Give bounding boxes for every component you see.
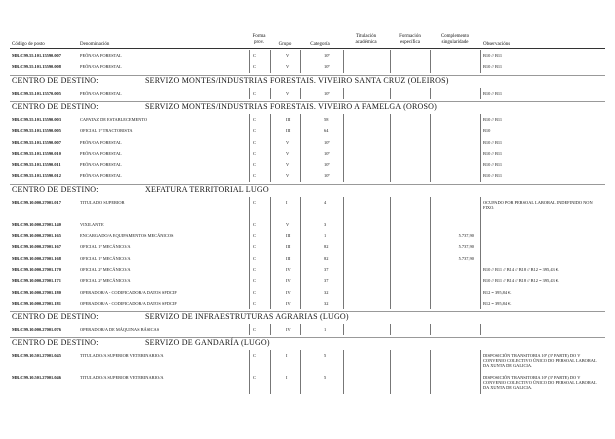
- column-divider: [270, 50, 271, 73]
- column-divider: [390, 350, 391, 394]
- column-divider: [270, 88, 271, 99]
- denominacion-cell: OFICIAL 2ª MECÁNICO/A: [80, 266, 131, 272]
- centro-name: XEFATURA TERRITORIAL LUGO: [145, 184, 269, 194]
- code-cell: MR.C99.10.000.27001.167: [12, 244, 61, 250]
- forma-prov-cell: C: [253, 139, 256, 145]
- centro-label: CENTRO DE DESTINO:: [12, 184, 99, 194]
- table-row: [0, 137, 615, 148]
- column-divider: [390, 88, 391, 99]
- denominacion-cell: PEÓN/OA FORESTAL: [80, 173, 122, 179]
- column-divider: [390, 197, 391, 309]
- grupo-cell: V: [286, 221, 290, 227]
- forma-prov-cell: C: [253, 64, 256, 70]
- table-row: [0, 372, 615, 394]
- code-cell: MR.C99.10.000.27001.171: [12, 278, 61, 284]
- categoria-cell: 1: [324, 233, 327, 238]
- column-divider: [390, 324, 391, 335]
- categoria-cell: 3: [324, 221, 327, 227]
- column-divider: [480, 88, 481, 99]
- forma-prov-cell: C: [253, 116, 256, 122]
- column-divider: [430, 324, 431, 335]
- categoria-cell: 10º: [324, 162, 330, 168]
- grupo-cell: III: [286, 244, 291, 250]
- table-row: [0, 241, 615, 252]
- denominacion-cell: TITULADO/A SUPERIOR VETERINARIO/A: [80, 375, 164, 381]
- code-cell: MR.C99.55.101.15590.003: [12, 116, 61, 122]
- forma-prov-cell: C: [253, 300, 256, 306]
- column-divider: [390, 50, 391, 73]
- grupo-cell: V: [286, 90, 290, 96]
- forma-prov-cell: C: [253, 162, 256, 168]
- forma-prov-cell: C: [253, 128, 256, 134]
- code-cell: MR.C99.10.000.27001.165: [12, 233, 61, 238]
- centro-destino-heading: [12, 101, 612, 113]
- column-divider: [249, 114, 250, 182]
- grupo-cell: I: [286, 353, 288, 359]
- forma-prov-cell: C: [253, 353, 256, 359]
- grupo-cell: I: [286, 375, 288, 381]
- categoria-cell: 10º: [324, 90, 330, 96]
- column-divider: [249, 197, 250, 309]
- code-cell: MR.C99.55.101.15590.011: [12, 162, 61, 168]
- grupo-cell: IV: [286, 278, 291, 284]
- column-divider: [300, 50, 301, 73]
- categoria-cell: 82: [324, 255, 329, 261]
- complemento-cell: 5.737,90: [458, 255, 474, 261]
- grupo-cell: IV: [286, 289, 291, 295]
- column-divider: [343, 197, 344, 309]
- table-header: [0, 0, 615, 50]
- observacions-cell: B10 // B11: [483, 116, 503, 122]
- column-divider: [343, 350, 344, 394]
- header-observacions: Observacións: [483, 42, 511, 47]
- column-divider: [390, 114, 391, 182]
- denominacion-cell: PEÓN/OA FORESTAL: [80, 150, 122, 156]
- grupo-cell: III: [286, 128, 291, 134]
- column-divider: [300, 197, 301, 309]
- code-cell: MR.C99.55.101.15570.005: [12, 90, 61, 96]
- centro-label: CENTRO DE DESTINO:: [12, 75, 99, 85]
- forma-prov-cell: C: [253, 221, 256, 227]
- centro-name: SERVIZO MONTES/INDUSTRIAS FORESTAIS. VIVEIRO A FAMELGA (OROSO): [145, 101, 437, 111]
- column-divider: [270, 114, 271, 182]
- table-row: [0, 197, 615, 219]
- centro-name: SERVIZO DE GANDARÍA (LUGO): [145, 338, 270, 348]
- header-divider: [10, 48, 605, 49]
- forma-prov-cell: C: [253, 173, 256, 179]
- column-divider: [430, 197, 431, 309]
- forma-prov-cell: C: [253, 244, 256, 250]
- denominacion-cell: OFICIAL 1ª TRACTORISTA: [80, 128, 133, 134]
- observacions-cell: B10 // B11: [483, 150, 503, 156]
- denominacion-cell: PEÓN/OA FORESTAL: [80, 64, 122, 70]
- column-divider: [249, 324, 250, 335]
- grupo-cell: V: [286, 139, 290, 145]
- column-divider: [430, 350, 431, 394]
- grupo-cell: V: [286, 64, 290, 70]
- grupo-cell: III: [286, 255, 291, 261]
- centro-label: CENTRO DE DESTINO:: [12, 312, 99, 322]
- column-divider: [343, 50, 344, 73]
- observacions-cell: B10: [483, 128, 491, 134]
- observacions-cell: B10 // B11: [483, 64, 503, 70]
- denominacion-cell: TITULADO/A SUPERIOR VETERINARIO/A: [80, 353, 164, 359]
- header-grupo: Grupo: [278, 42, 292, 47]
- categoria-cell: 5: [324, 375, 327, 381]
- column-divider: [480, 350, 481, 394]
- centro-label: CENTRO DE DESTINO:: [12, 101, 99, 111]
- forma-prov-cell: C: [253, 375, 256, 381]
- categoria-cell: 10º: [324, 53, 330, 58]
- forma-prov-cell: C: [253, 233, 256, 238]
- centro-label: CENTRO DE DESTINO:: [12, 338, 99, 348]
- code-cell: MR.C99.10.000.27001.017: [12, 199, 61, 205]
- categoria-cell: 10º: [324, 64, 330, 70]
- denominacion-cell: OFICIAL 2ª MECÁNICO/A: [80, 278, 131, 284]
- code-cell: MR.C99.10.000.27001.076: [12, 327, 61, 333]
- centro-name: SERVIZO DE INFRAESTRUTURAS AGRARIAS (LUGO): [145, 312, 349, 322]
- column-divider: [480, 50, 481, 73]
- denominacion-cell: PEÓN/OA FORESTAL: [80, 162, 122, 168]
- denominacion-cell: OPERADOR/A - CODIFICADOR/A DATOS SFDCIF: [80, 300, 177, 306]
- column-divider: [300, 350, 301, 394]
- observacions-cell: B12 = 395,84 €.: [483, 300, 512, 306]
- categoria-cell: 10º: [324, 173, 330, 179]
- forma-prov-cell: C: [253, 90, 256, 96]
- table-row: [0, 114, 615, 125]
- categoria-cell: 10º: [324, 150, 330, 156]
- header-codigo: Código de posto: [12, 42, 45, 47]
- forma-prov-cell: C: [253, 327, 256, 333]
- denominacion-cell: PEÓN/OA FORESTAL: [80, 90, 122, 96]
- grupo-cell: III: [286, 116, 291, 122]
- code-cell: MR.C99.10.000.27001.140: [12, 221, 61, 227]
- observacions-cell: DISPOSICIÓN TRANSITORIA 10ª (3ª PARTE) DO V CONVENIO COLECTIVO ÚNICO DO PERSOAL LABORAL DA XUNTA DE GALICIA.: [483, 353, 597, 369]
- column-divider: [430, 50, 431, 73]
- table-row: [0, 125, 615, 136]
- denominacion-cell: OPERADOR/A - CODIFICADOR/A DATOS SFDCIF: [80, 289, 177, 295]
- column-divider: [480, 114, 481, 182]
- table-row: [0, 159, 615, 170]
- categoria-cell: 64: [324, 128, 329, 134]
- grupo-cell: III: [286, 233, 291, 238]
- column-divider: [249, 350, 250, 394]
- grupo-cell: I: [286, 199, 288, 205]
- forma-prov-cell: C: [253, 255, 256, 261]
- centro-destino-heading: [12, 184, 612, 196]
- categoria-cell: 37: [324, 266, 329, 272]
- column-divider: [430, 88, 431, 99]
- column-divider: [430, 114, 431, 182]
- categoria-cell: 5: [324, 353, 327, 359]
- table-row: [0, 264, 615, 275]
- categoria-cell: 32: [324, 300, 329, 306]
- code-cell: MR.C99.55.101.15590.007: [12, 139, 61, 145]
- header-complemento: Complemento singularidade: [440, 34, 470, 45]
- table-row: [0, 88, 615, 99]
- denominacion-cell: OFICIAL 1ª MECÁNICO/A: [80, 255, 131, 261]
- forma-prov-cell: C: [253, 278, 256, 284]
- column-divider: [270, 350, 271, 394]
- forma-prov-cell: C: [253, 150, 256, 156]
- denominacion-cell: ENCARGADO/A EQUIPAMENTOS MECÁNICOS: [80, 233, 174, 238]
- table-row: [0, 324, 615, 335]
- denominacion-cell: PEÓN/OA FORESTAL: [80, 53, 122, 58]
- forma-prov-cell: C: [253, 266, 256, 272]
- column-divider: [480, 324, 481, 335]
- code-cell: MR.C99.10.000.27001.181: [12, 300, 61, 306]
- categoria-cell: 32: [324, 289, 329, 295]
- grupo-cell: IV: [286, 300, 291, 306]
- observacions-cell: DISPOSICIÓN TRANSITORIA 10ª (3ª PARTE) DO V CONVENIO COLECTIVO ÚNICO DO PERSOAL LABORAL DA XUNTA DE GALICIA.: [483, 375, 597, 391]
- grupo-cell: V: [286, 173, 290, 179]
- categoria-cell: 37: [324, 278, 329, 284]
- observacions-cell: B10 // B11 // B14 // B18 // B12 = 395,43 €.: [483, 266, 560, 272]
- grupo-cell: V: [286, 162, 290, 168]
- column-divider: [343, 88, 344, 99]
- grupo-cell: V: [286, 150, 290, 156]
- table-row: [0, 50, 615, 61]
- complemento-cell: 5.737,90: [458, 233, 474, 238]
- column-divider: [249, 88, 250, 99]
- categoria-cell: 82: [324, 244, 329, 250]
- table-row: [0, 287, 615, 298]
- column-divider: [300, 324, 301, 335]
- header-categoria: Categoría: [310, 42, 330, 47]
- observacions-cell: B10 // B11: [483, 90, 503, 96]
- code-cell: MR.C99.55.101.15590.005: [12, 128, 61, 134]
- grupo-cell: V: [286, 53, 290, 58]
- complemento-cell: 5.737,90: [458, 244, 474, 250]
- observacions-cell: B10 // B11: [483, 139, 503, 145]
- categoria-cell: 10º: [324, 139, 330, 145]
- code-cell: MR.C99.55.101.15590.008: [12, 64, 61, 70]
- column-divider: [343, 114, 344, 182]
- categoria-cell: 58: [324, 116, 329, 122]
- forma-prov-cell: C: [253, 53, 256, 58]
- forma-prov-cell: C: [253, 289, 256, 295]
- grupo-cell: IV: [286, 266, 291, 272]
- observacions-cell: B12 = 395,84 €.: [483, 289, 512, 295]
- observacions-cell: OCUPADO POR PERSOAL LABORAL INDEFINIDO NON FIXO.: [483, 199, 593, 210]
- centro-destino-heading: [12, 337, 612, 349]
- grupo-cell: IV: [286, 327, 291, 333]
- table-row: [0, 350, 615, 372]
- denominacion-cell: TITULADO SUPERIOR: [80, 199, 125, 205]
- denominacion-cell: VIXILANTE: [80, 221, 104, 227]
- column-divider: [270, 324, 271, 335]
- table-row: [0, 61, 615, 72]
- table-row: [0, 275, 615, 286]
- observacions-cell: B10 // B11: [483, 162, 503, 168]
- column-divider: [249, 50, 250, 73]
- code-cell: MR.C99.55.101.15590.007: [12, 53, 61, 58]
- code-cell: MR.C99.55.101.15590.012: [12, 173, 61, 179]
- code-cell: MR.C99.10.000.27001.180: [12, 289, 61, 295]
- code-cell: MR.C99.10.501.27001.046: [12, 375, 61, 381]
- column-divider: [480, 197, 481, 309]
- denominacion-cell: OFICIAL 1ª MECÁNICO/A: [80, 244, 131, 250]
- observacions-cell: B10 // B11: [483, 173, 503, 179]
- code-cell: MR.C99.10.501.27001.045: [12, 353, 61, 359]
- column-divider: [270, 197, 271, 309]
- table-row: [0, 219, 615, 230]
- header-titulacion: Titulación académica: [355, 34, 377, 45]
- table-row: [0, 170, 615, 181]
- denominacion-cell: OPERADOR/A DE MÁQUINAS BÁSICAS: [80, 327, 160, 333]
- denominacion-cell: PEÓN/OA FORESTAL: [80, 139, 122, 145]
- centro-destino-heading: [12, 311, 612, 323]
- code-cell: MR.C99.10.000.27001.168: [12, 255, 61, 261]
- column-divider: [300, 88, 301, 99]
- forma-prov-cell: C: [253, 199, 256, 205]
- header-forma-prov: Forma prov.: [252, 34, 266, 45]
- observacions-cell: B10 // B11 // B14 // B18 // B12 = 395,43 €.: [483, 278, 560, 284]
- centro-name: SERVIZO MONTES/INDUSTRIAS FORESTAIS. VIVEIRO SANTA CRUZ (OLEIROS): [145, 75, 449, 85]
- categoria-cell: 1: [324, 327, 327, 333]
- table-row: [0, 253, 615, 264]
- denominacion-cell: CAPATAZ DE ESTABLECEMENTO: [80, 116, 148, 122]
- table-row: [0, 230, 615, 241]
- categoria-cell: 4: [324, 199, 327, 205]
- code-cell: MR.C99.55.101.15590.010: [12, 150, 61, 156]
- table-row: [0, 148, 615, 159]
- column-divider: [343, 324, 344, 335]
- header-formacion: Formación específica: [399, 34, 421, 45]
- column-divider: [300, 114, 301, 182]
- centro-destino-heading: [12, 75, 612, 87]
- code-cell: MR.C99.10.000.27001.170: [12, 266, 61, 272]
- header-denominacion: Denominación: [80, 42, 110, 47]
- observacions-cell: B10 // B11: [483, 53, 503, 58]
- table-row: [0, 298, 615, 309]
